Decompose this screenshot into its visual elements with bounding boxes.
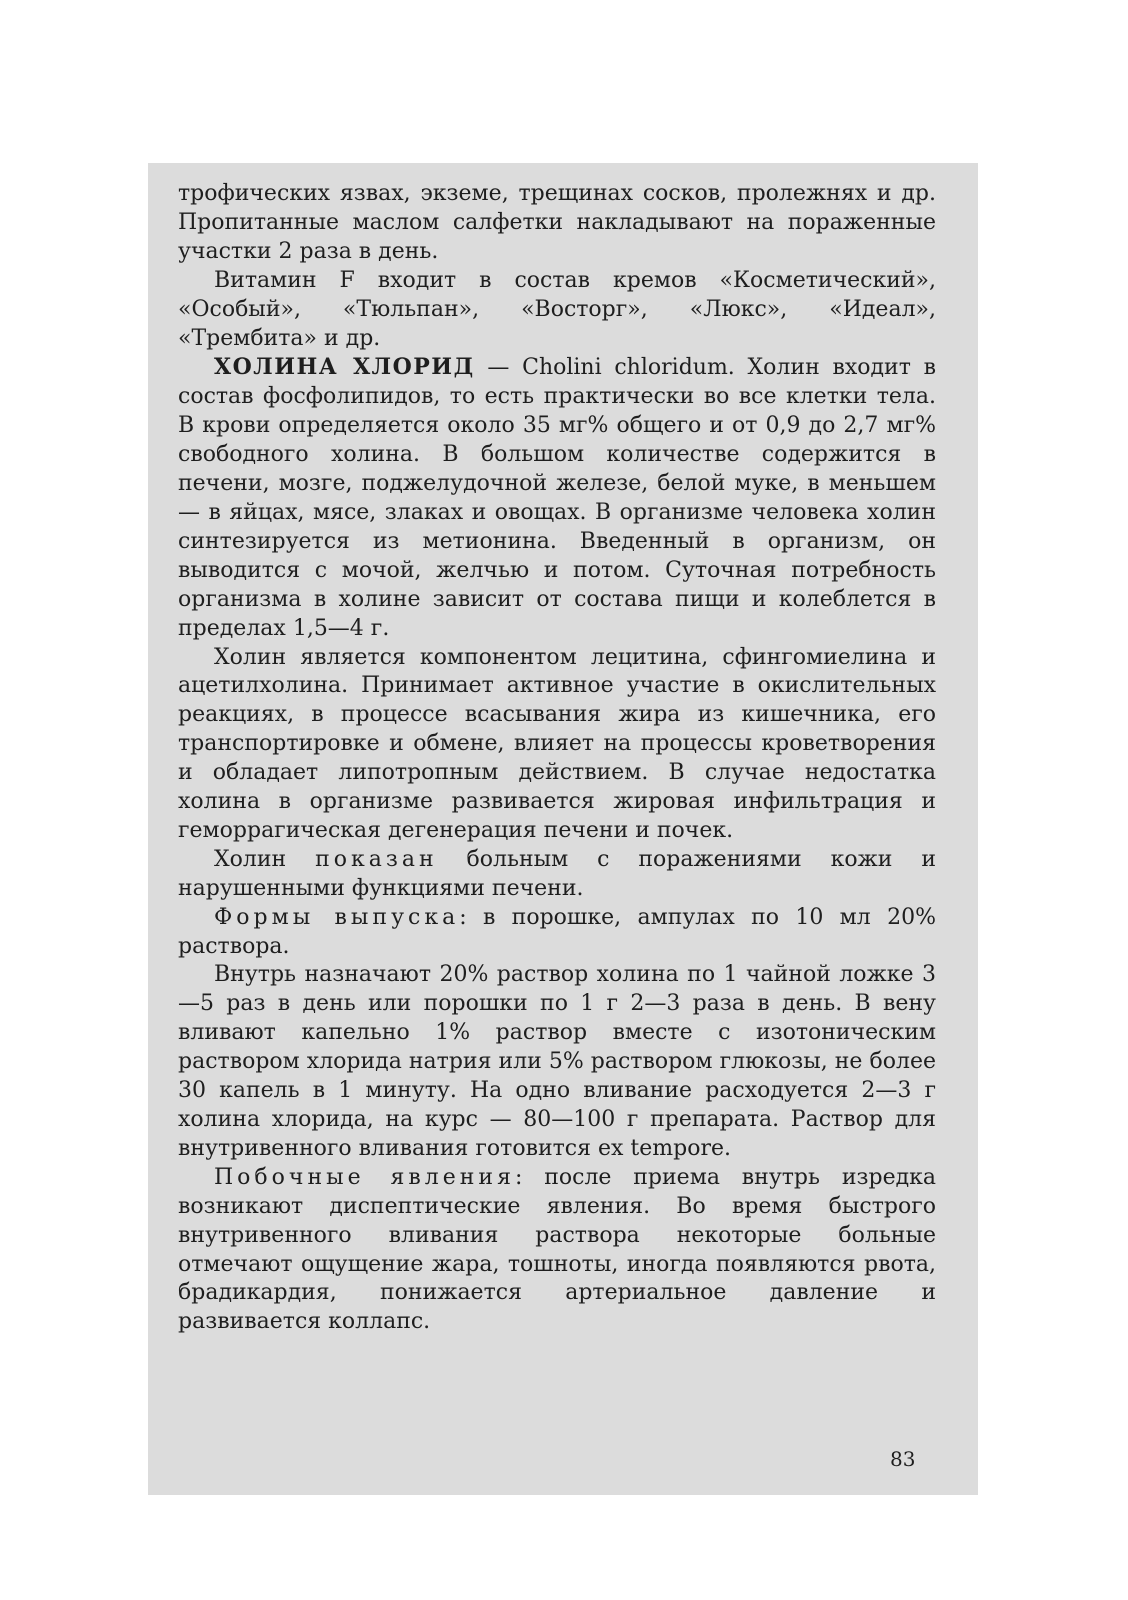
paragraph-text: — Cholini chloridum. Холин входит в состав фосфолипидов, то есть практически во все клетки тела. В крови определяется около 35 мг% общего и от 0,9 до 2,7 мг% свободного холина. В большом количестве содержится в печени, мозге, поджелудочной железе, белой муке, в меньшем — в яйцах, мясе, злаках и овощах. В организме человека холин синтезируется из метионина. Введенный в организм, он выводится с мочой, желчью и потом. Суточная потребность организма в холине зависит от состава пищи и колеблется в пределах 1,5—4 г. [178,355,936,641]
paragraph-text: : в порошке, ампулах по 10 мл 20% раствора. [178,904,936,959]
paragraph-role: Холин является компонентом лецитина, сфингомиелина и ацетилхолина. Принимает активное участие в окислительных реакциях, в процессе всасывания жира из кишечника, его транспортировке и обмене, влияет на процессы кроветворения и обладает липотропным действием. В случае недостатка холина в организме развивается жировая инфильтрация и геморрагическая дегенерация печени и почек. [178,644,936,843]
paragraph-indications [178,846,936,904]
paragraph-continuation: трофических язвах, экземе, трещинах сосков, пролежнях и др. Пропитанные маслом салфетки накладывают на пораженные участки 2 раза в день. [178,181,936,264]
spaced-term: показан [315,846,438,872]
paragraph-dosage: Внутрь назначают 20% раствор холина по 1 чайной ложке 3—5 раз в день или порошки по 1 г 2—3 раза в день. В вену вливают капельно 1% раствор вместе с изотоническим раствором хлорида натрия или 5% раствором глюкозы, не более 30 капель в 1 минуту. На одно вливание расходуется 2—3 г холина хлорида, на курс — 80—100 г препарата. Раствор для внутривенного вливания готовится ex tempore. [178,962,936,1161]
paragraph-text-after: больным с поражениями кожи и нарушенными функциями печени. [178,846,937,901]
paragraph-choline-chloride [178,353,936,643]
page-body [178,180,936,1337]
paragraph-release-forms [178,904,936,962]
section-lead: Формы выпуска [214,904,460,930]
section-lead: Побочные явления [214,1164,515,1190]
paragraph-side-effects [178,1164,936,1337]
paragraph-text-before: Холин [214,846,316,872]
article-heading: ХОЛИНА ХЛОРИД [214,354,475,381]
paragraph-vitamin-f: Витамин F входит в состав кремов «Косметический», «Особый», «Тюльпан», «Восторг», «Люкс», «Идеал», «Трембита» и др. [178,267,936,351]
paragraph-text: : после приема внутрь изредка возникают диспептические явления. Во время быстрого внутривенного вливания раствора некоторые больные отмечают ощущение жара, тошноты, иногда появляются рвота, брадикардия, понижается артериальное давление и развивается коллапс. [178,1164,936,1335]
page-number: 83 [890,1447,916,1471]
